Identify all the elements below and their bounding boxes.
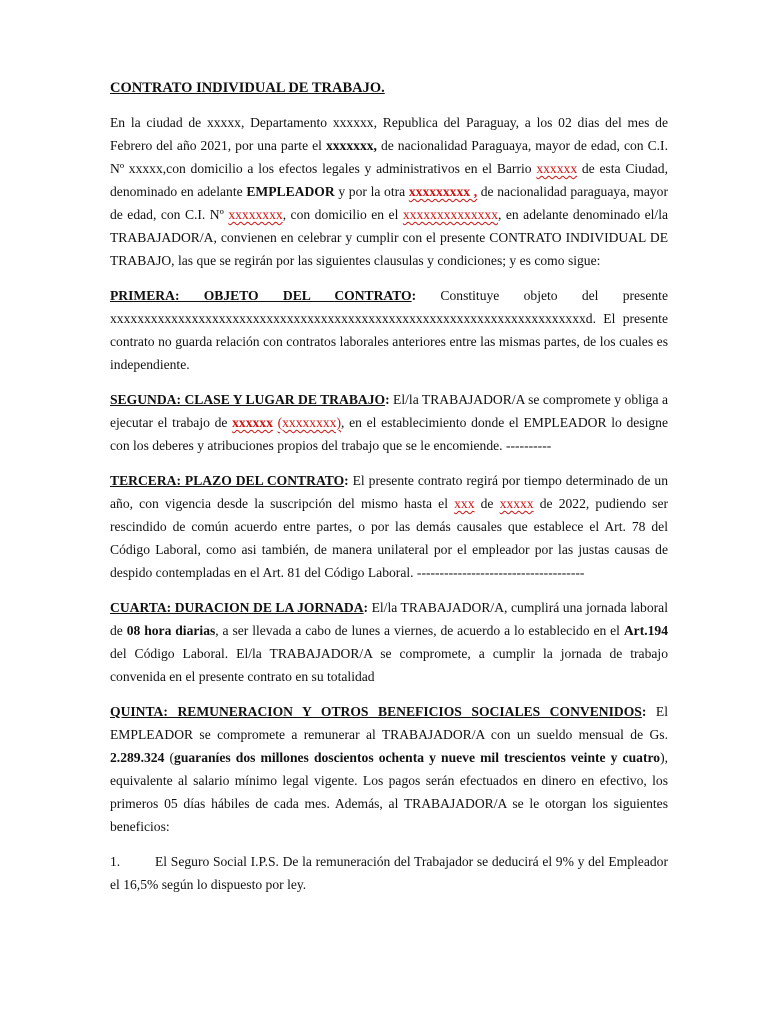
worker-name-placeholder: xxxxxxxxx , [408,184,478,199]
clause-primera [110,284,668,376]
clause-text: El/la TRABAJADOR/A, cumplirá una jornada laboral de [110,600,668,638]
clause-text: , a ser llevada a cabo de lunes a viernes, de acuerdo a lo establecido en el [215,623,624,638]
clause-colon: : [385,392,390,407]
job-placeholder: xxxxxx [232,415,273,430]
clause-colon: : [344,473,349,488]
clause-cuarta [110,596,668,688]
barrio-placeholder: xxxxxx [536,161,578,176]
clause-heading: TERCERA: PLAZO DEL CONTRATO [110,473,345,488]
clause-heading: QUINTA: REMUNERACION Y OTROS BENEFICIOS SOCIALES CONVENIDOS [110,704,642,719]
clause-text: ( [164,750,175,765]
intro-text: y por la otra [334,184,409,199]
intro-text: de nacionalidad paraguaya, mayor de edad, con C.I. Nº [110,184,668,222]
clause-text: El/la TRABAJADOR/A se compromete y obliga a ejecutar el trabajo de [110,392,668,430]
job-detail-placeholder: (xxxxxxxx) [277,415,342,430]
clause-heading: PRIMERA: OBJETO DEL CONTRATO [110,288,412,303]
salary-in-words: guaraníes dos millones doscientos ochenta y nueve mil trescientos veinte y cuatro [174,750,661,765]
salary-amount: 2.289.324 [110,750,165,765]
clause-text: del Código Laboral. El/la TRABAJADOR/A se compromete, a cumplir la jornada de trabajo convenida en el presente contrato en su totalidad [110,646,668,684]
clause-quinta [110,700,668,838]
document-title: CONTRATO INDIVIDUAL DE TRABAJO. [110,80,385,96]
clause-heading: CUARTA: DURACION DE LA JORNADA [110,600,364,615]
clause-heading: SEGUNDA: CLASE Y LUGAR DE TRABAJO [110,392,386,407]
clause-tercera [110,469,668,584]
worker-ci-placeholder: xxxxxxxx [228,207,283,222]
intro-text: de nacionalidad Paraguaya, mayor de edad, con C.I. Nº xxxxx,con domicilio a los efectos legales y administrativos en el Barrio [110,138,668,176]
clause-segunda [110,388,668,457]
intro-paragraph [110,111,668,272]
clause-colon: : [411,288,417,303]
intro-text: , con domicilio en el [282,207,403,222]
clause-colon: : [363,600,369,615]
day-placeholder: xxx [454,496,475,511]
clause-text: ), equivalente al salario mínimo legal vigente. Los pagos serán efectuados en dinero en efectivo, los primeros 05 días hábiles de cada mes. Además, al TRABAJADOR/A se le otorgan los siguientes beneficios: [110,750,668,834]
list-item [110,850,668,896]
intro-text: En la ciudad de xxxxx, Departamento xxxxxx, Republica del Paraguay, a los 02 dias del mes de Febrero del año 2021, por una parte el [110,115,668,153]
list-item-number: 1. [110,854,121,869]
article-reference: Art.194 [623,623,669,638]
clause-text: El EMPLEADOR se compromete a remunerar al TRABAJADOR/A con un sueldo mensual de Gs. [110,704,668,742]
clause-colon: : [641,704,647,719]
hours-value: 08 hora diarias [126,623,216,638]
clause-text: Constituye objeto del presente xxxxxxxxxxxxxxxxxxxxxxxxxxxxxxxxxxxxxxxxxxxxxxxxxxxxxxxxxxxxxxxxxxxxxxd. El presente contrato no guarda relación con contratos laborales anteriores entre las mismas partes, de los cuales es independiente. [110,288,668,372]
worker-address-placeholder: xxxxxxxxxxxxxx [402,207,498,222]
employer-term: EMPLEADOR [246,184,335,199]
clause-text: El presente contrato regirá por tiempo determinado de un año, con vigencia desde la suscripción del mismo hasta el [110,473,669,511]
clause-text: de 2022, pudiendo ser rescindido de común acuerdo entre partes, o por las demás causales que establece el Art. 78 del Código Laboral, como asi también, de manera unilateral por el empleador por las justas causas de despido contempladas en el Art. 81 del Código Laboral. ------------------------------------- [110,496,668,580]
month-placeholder: xxxxx [499,496,534,511]
list-item-text: El Seguro Social I.P.S. De la remuneración del Trabajador se deducirá el 9% y del Empleador el 16,5% según lo dispuesto por ley. [110,854,668,892]
clause-text: , en el establecimiento donde el EMPLEADOR lo designe con los deberes y atribuciones propios del trabajo que se le encomiende. ---------- [110,415,668,453]
employer-name-placeholder: xxxxxxx, [325,138,377,153]
intro-text: , en adelante denominado el/la TRABAJADOR/A, convienen en celebrar y cumplir con el presente CONTRATO INDIVIDUAL DE TRABAJO, las que se regirán por las siguientes clausulas y condiciones; y es como sigue: [110,207,669,268]
clause-text: de [474,496,500,511]
intro-text: de esta Ciudad, denominado en adelante [110,161,669,199]
